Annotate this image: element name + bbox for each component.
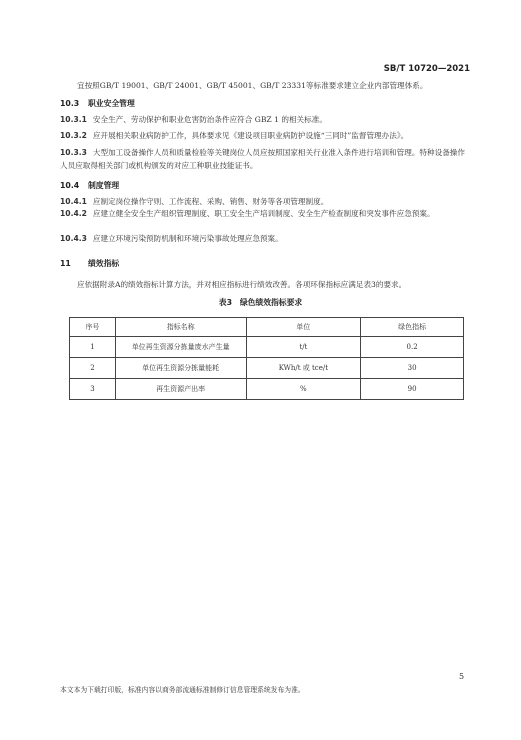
table-row: [70, 379, 464, 400]
table-cell: 单位再生资源分拣量废水产生量: [115, 337, 246, 358]
table-row: [70, 358, 464, 379]
clause-text: 安全生产、劳动保护和职业危害防治条件应符合 GBZ 1 的相关标准。: [92, 115, 327, 124]
intro-paragraph: 宜按照GB/T 19001、GB/T 24001、GB/T 45001、GB/T 23331等标准要求建立企业内部管理体系。: [77, 81, 428, 90]
clause-text: 应建立健全安全生产组织管理制度、职工安全生产培训制度、安全生产检查制度和突发事件应急预案。: [92, 209, 435, 218]
section-number: 10.4: [60, 181, 80, 190]
section-10-4-heading: [60, 180, 119, 191]
clause-text: 应开展相关职业病防护工作，具体要求见《建设项目职业病防护设施“三同时”监督管理办法》。: [92, 131, 409, 140]
clause-10-4-1: [60, 196, 470, 209]
table-header-cell: 序号: [70, 318, 116, 337]
clause-10-3-3: [60, 147, 470, 172]
clause-number: 10.4.2: [60, 209, 87, 218]
section-title: 职业安全管理: [88, 99, 135, 108]
table-cell: 单位再生资源分拣量能耗: [115, 358, 246, 379]
clause-number: 10.3.3: [60, 148, 87, 157]
section-number: 11: [60, 259, 71, 268]
footer-note: 本文本为下载打印版，标准内容以商务部流通标准制修订信息管理系统发布为准。: [60, 686, 305, 694]
clause-number: 10.3.1: [60, 115, 87, 124]
table-cell: 0.2: [361, 337, 464, 358]
table-cell: t/t: [246, 337, 361, 358]
table-header-cell: 绿色指标: [361, 318, 464, 337]
clause-text: 应制定岗位操作守则、工作流程、采购、销售、财务等各项管理制度。: [92, 197, 329, 206]
section-title: 制度管理: [88, 181, 120, 190]
section-number: 10.3: [60, 99, 80, 108]
table-header-row: [70, 318, 464, 337]
section-10-3-heading: [60, 98, 135, 109]
clause-10-3-1: [60, 114, 470, 127]
clause-text: 应建立环境污染预防机制和环境污染事故处理应急预案。: [92, 234, 283, 243]
section-11-paragraph: 应依据附录A的绩效指标计算方法，并对相应指标进行绩效改善。各项环保指标应满足表3的要求。: [77, 280, 407, 289]
table-cell: 2: [70, 358, 116, 379]
clause-text: 大型加工设备操作人员和质量检验等关键岗位人员应按照国家相关行业准入条件进行培训和管理。特种设备操作人员应取得相关部门或机构颁发的对应工种职业技能证书。: [60, 148, 465, 170]
table-cell: %: [246, 379, 361, 400]
section-11-heading: [60, 258, 119, 269]
clause-10-3-2: [60, 130, 470, 143]
table-cell: 90: [361, 379, 464, 400]
clause-10-4-2: [60, 208, 470, 221]
indicator-table: [69, 317, 464, 400]
table-cell: KWh/t 或 tce/t: [246, 358, 361, 379]
table-header-cell: 单位: [246, 318, 361, 337]
clause-number: 10.4.1: [60, 197, 87, 206]
table-cell: 再生资源产出率: [115, 379, 246, 400]
table-title: 表3 绿色绩效指标要求: [218, 298, 303, 307]
page-number: 5: [459, 672, 465, 681]
clause-number: 10.3.2: [60, 131, 87, 140]
table-row: [70, 337, 464, 358]
table-cell: 1: [70, 337, 116, 358]
standard-code: SB/T 10720—2021: [383, 64, 470, 74]
section-title: 绩效指标: [88, 259, 120, 268]
clause-number: 10.4.3: [60, 234, 87, 243]
table-cell: 3: [70, 379, 116, 400]
clause-10-4-3: [60, 233, 470, 246]
table-header-cell: 指标名称: [115, 318, 246, 337]
table-cell: 30: [361, 358, 464, 379]
